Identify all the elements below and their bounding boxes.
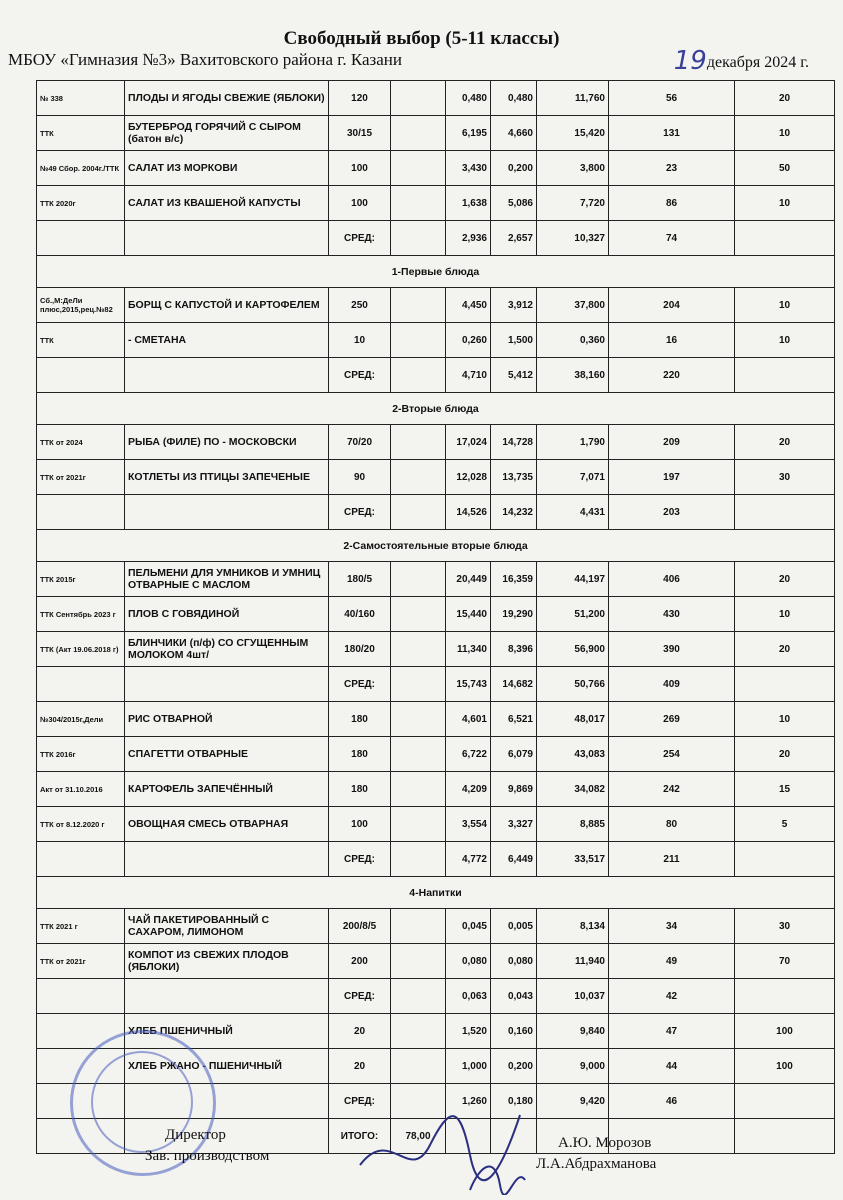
dish-name: КОТЛЕТЫ ИЗ ПТИЦЫ ЗАПЕЧЕНЫЕ: [125, 460, 329, 495]
section-header: [37, 877, 835, 909]
price-cell: 20: [735, 737, 835, 772]
empty-cell: [391, 460, 446, 495]
school-name: МБОУ «Гимназия №3» Вахитовского района г. Казани: [8, 50, 402, 69]
fat-cell: 0,200: [491, 1049, 537, 1084]
menu-item-row: [37, 632, 835, 667]
date-day: 19: [673, 46, 707, 76]
price-cell: 20: [735, 632, 835, 667]
recipe-code: ТТК (Акт 19.06.2018 г): [37, 632, 125, 667]
recipe-code: ТТК от 2021г: [37, 460, 125, 495]
portion-cell: 20: [329, 1049, 391, 1084]
price-cell: 20: [735, 562, 835, 597]
kcal-cell: 242: [609, 772, 735, 807]
empty-cell: [391, 772, 446, 807]
kcal-cell: 47: [609, 1014, 735, 1049]
price-cell: 20: [735, 81, 835, 116]
empty-cell: [37, 221, 125, 256]
portion-cell: 200: [329, 944, 391, 979]
kcal-cell: 390: [609, 632, 735, 667]
protein-cell: 4,601: [446, 702, 491, 737]
fat-cell: 5,086: [491, 186, 537, 221]
empty-cell: [125, 495, 329, 530]
signature-scribble: [350, 1085, 530, 1195]
kcal-cell: 49: [609, 944, 735, 979]
protein-cell: 6,722: [446, 737, 491, 772]
empty-cell: [391, 842, 446, 877]
empty-cell: [391, 597, 446, 632]
protein-cell: 4,772: [446, 842, 491, 877]
protein-cell: 6,195: [446, 116, 491, 151]
page-title: Свободный выбор (5-11 классы): [283, 28, 560, 49]
empty-cell: [125, 358, 329, 393]
empty-cell: [391, 979, 446, 1014]
kcal-cell: 131: [609, 116, 735, 151]
fat-cell: 2,657: [491, 221, 537, 256]
total-value: 78,00: [391, 1119, 446, 1154]
price-cell: 100: [735, 1014, 835, 1049]
kcal-cell: 56: [609, 81, 735, 116]
carb-cell: 44,197: [537, 562, 609, 597]
carb-cell: 7,720: [537, 186, 609, 221]
price-cell: 15: [735, 772, 835, 807]
recipe-code: ТТК: [37, 116, 125, 151]
protein-cell: 0,080: [446, 944, 491, 979]
recipe-code: Сб.,М:ДеЛи плюс,2015,рец.№82: [37, 288, 125, 323]
empty-cell: [735, 221, 835, 256]
empty-cell: [391, 323, 446, 358]
price-cell: 10: [735, 702, 835, 737]
portion-cell: 180: [329, 737, 391, 772]
menu-item-row: [37, 702, 835, 737]
empty-cell: [37, 358, 125, 393]
empty-cell: [735, 842, 835, 877]
carb-cell: 56,900: [537, 632, 609, 667]
menu-table: [36, 80, 835, 1154]
empty-cell: [391, 116, 446, 151]
carb-cell: 8,134: [537, 909, 609, 944]
menu-item-row: [37, 460, 835, 495]
portion-cell: 20: [329, 1014, 391, 1049]
dish-name: СПАГЕТТИ ОТВАРНЫЕ: [125, 737, 329, 772]
price-cell: 100: [735, 1049, 835, 1084]
empty-cell: [735, 358, 835, 393]
fat-cell: 14,682: [491, 667, 537, 702]
fat-cell: 0,080: [491, 944, 537, 979]
carb-cell: 10,327: [537, 221, 609, 256]
protein-cell: 0,480: [446, 81, 491, 116]
average-row: [37, 979, 835, 1014]
carb-cell: 9,420: [537, 1084, 609, 1119]
empty-cell: [125, 221, 329, 256]
section-header: [37, 256, 835, 288]
menu-item-row: [37, 772, 835, 807]
average-label: СРЕД:: [329, 667, 391, 702]
portion-cell: 30/15: [329, 116, 391, 151]
section-label: 2-Самостоятельные вторые блюда: [37, 530, 835, 562]
kcal-cell: 74: [609, 221, 735, 256]
empty-cell: [391, 909, 446, 944]
portion-cell: 180/5: [329, 562, 391, 597]
recipe-code: ТТК: [37, 323, 125, 358]
fat-cell: 0,180: [491, 1084, 537, 1119]
protein-cell: 2,936: [446, 221, 491, 256]
empty-cell: [37, 495, 125, 530]
portion-cell: 200/8/5: [329, 909, 391, 944]
carb-cell: 9,840: [537, 1014, 609, 1049]
dish-name: РИС ОТВАРНОЙ: [125, 702, 329, 737]
recipe-code: ТТК 2015г: [37, 562, 125, 597]
dish-name: БУТЕРБРОД ГОРЯЧИЙ С СЫРОМ (батон в/с): [125, 116, 329, 151]
fat-cell: 3,327: [491, 807, 537, 842]
menu-item-row: [37, 116, 835, 151]
fat-cell: 1,500: [491, 323, 537, 358]
protein-cell: 11,340: [446, 632, 491, 667]
empty-cell: [391, 667, 446, 702]
portion-cell: 180/20: [329, 632, 391, 667]
average-row: [37, 358, 835, 393]
average-row: [37, 495, 835, 530]
menu-item-row: [37, 807, 835, 842]
dish-name: ПЛОДЫ И ЯГОДЫ СВЕЖИЕ (ЯБЛОКИ): [125, 81, 329, 116]
protein-cell: 15,440: [446, 597, 491, 632]
empty-cell: [125, 979, 329, 1014]
kcal-cell: 204: [609, 288, 735, 323]
kcal-cell: 409: [609, 667, 735, 702]
menu-item-row: [37, 323, 835, 358]
empty-cell: [391, 702, 446, 737]
dish-name: САЛАТ ИЗ КВАШЕНОЙ КАПУСТЫ: [125, 186, 329, 221]
section-label: 1-Первые блюда: [37, 256, 835, 288]
menu-date: [674, 44, 809, 74]
empty-cell: [125, 842, 329, 877]
price-cell: 10: [735, 116, 835, 151]
average-label: СРЕД:: [329, 1084, 391, 1119]
recipe-code: ТТК 2016г: [37, 737, 125, 772]
empty-cell: [391, 495, 446, 530]
fat-cell: 19,290: [491, 597, 537, 632]
fat-cell: 6,079: [491, 737, 537, 772]
empty-cell: [125, 667, 329, 702]
total-label: ИТОГО:: [329, 1119, 391, 1154]
kcal-cell: 430: [609, 597, 735, 632]
date-month-year: декабря 2024 г.: [706, 54, 809, 71]
empty-cell: [391, 358, 446, 393]
average-row: [37, 667, 835, 702]
dish-name: РЫБА (ФИЛЕ) ПО - МОСКОВСКИ: [125, 425, 329, 460]
menu-item-row: [37, 944, 835, 979]
carb-cell: 43,083: [537, 737, 609, 772]
protein-cell: 1,638: [446, 186, 491, 221]
empty-cell: [37, 979, 125, 1014]
kcal-cell: 211: [609, 842, 735, 877]
fat-cell: 3,912: [491, 288, 537, 323]
carb-cell: 11,760: [537, 81, 609, 116]
dish-name: ПЛОВ С ГОВЯДИНОЙ: [125, 597, 329, 632]
carb-cell: 1,790: [537, 425, 609, 460]
fat-cell: 9,869: [491, 772, 537, 807]
portion-cell: 90: [329, 460, 391, 495]
empty-cell: [391, 632, 446, 667]
menu-item-row: [37, 562, 835, 597]
empty-cell: [391, 1014, 446, 1049]
portion-cell: 100: [329, 151, 391, 186]
fat-cell: 8,396: [491, 632, 537, 667]
kcal-cell: 197: [609, 460, 735, 495]
portion-cell: 40/160: [329, 597, 391, 632]
kcal-cell: 220: [609, 358, 735, 393]
protein-cell: 3,430: [446, 151, 491, 186]
price-cell: 5: [735, 807, 835, 842]
price-cell: 20: [735, 425, 835, 460]
recipe-code: ТТК 2020г: [37, 186, 125, 221]
protein-cell: 1,520: [446, 1014, 491, 1049]
kcal-cell: 46: [609, 1084, 735, 1119]
section-header: [37, 530, 835, 562]
kcal-cell: 209: [609, 425, 735, 460]
recipe-code: ТТК 2021 г: [37, 909, 125, 944]
kcal-cell: 203: [609, 495, 735, 530]
fat-cell: 14,232: [491, 495, 537, 530]
carb-cell: 37,800: [537, 288, 609, 323]
section-label: 4-Напитки: [37, 877, 835, 909]
portion-cell: 120: [329, 81, 391, 116]
price-cell: 30: [735, 460, 835, 495]
kcal-cell: 16: [609, 323, 735, 358]
portion-cell: 250: [329, 288, 391, 323]
menu-item-row: [37, 597, 835, 632]
protein-cell: 17,024: [446, 425, 491, 460]
recipe-code: № 338: [37, 81, 125, 116]
menu-item-row: [37, 186, 835, 221]
kcal-cell: 406: [609, 562, 735, 597]
recipe-code: Акт от 31.10.2016: [37, 772, 125, 807]
dish-name: ОВОЩНАЯ СМЕСЬ ОТВАРНАЯ: [125, 807, 329, 842]
fat-cell: 0,480: [491, 81, 537, 116]
protein-cell: 12,028: [446, 460, 491, 495]
protein-cell: 1,260: [446, 1084, 491, 1119]
kcal-cell: 44: [609, 1049, 735, 1084]
kcal-cell: 254: [609, 737, 735, 772]
empty-cell: [37, 667, 125, 702]
empty-cell: [391, 944, 446, 979]
fat-cell: 16,359: [491, 562, 537, 597]
carb-cell: 3,800: [537, 151, 609, 186]
empty-cell: [391, 737, 446, 772]
empty-cell: [391, 221, 446, 256]
dish-name: ПЕЛЬМЕНИ ДЛЯ УМНИКОВ И УМНИЦ ОТВАРНЫЕ С МАСЛОМ: [125, 562, 329, 597]
kcal-cell: 42: [609, 979, 735, 1014]
fat-cell: 6,449: [491, 842, 537, 877]
director-name: А.Ю. Морозов: [558, 1135, 652, 1151]
dish-name: БОРЩ С КАПУСТОЙ И КАРТОФЕЛЕМ: [125, 288, 329, 323]
empty-cell: [391, 562, 446, 597]
carb-cell: 8,885: [537, 807, 609, 842]
kcal-cell: 23: [609, 151, 735, 186]
menu-item-row: [37, 737, 835, 772]
kcal-cell: 86: [609, 186, 735, 221]
dish-name: КАРТОФЕЛЬ ЗАПЕЧЁННЫЙ: [125, 772, 329, 807]
empty-cell: [391, 425, 446, 460]
fat-cell: 6,521: [491, 702, 537, 737]
empty-cell: [735, 667, 835, 702]
protein-cell: 3,554: [446, 807, 491, 842]
carb-cell: 38,160: [537, 358, 609, 393]
fat-cell: 0,043: [491, 979, 537, 1014]
empty-cell: [391, 1049, 446, 1084]
empty-cell: [391, 81, 446, 116]
average-label: СРЕД:: [329, 358, 391, 393]
empty-cell: [735, 495, 835, 530]
protein-cell: 4,710: [446, 358, 491, 393]
average-row: [37, 221, 835, 256]
recipe-code: ТТК Сентябрь 2023 г: [37, 597, 125, 632]
empty-cell: [735, 1084, 835, 1119]
menu-item-row: [37, 288, 835, 323]
carb-cell: 50,766: [537, 667, 609, 702]
dish-name: ЧАЙ ПАКЕТИРОВАННЫЙ С САХАРОМ, ЛИМОНОМ: [125, 909, 329, 944]
carb-cell: 34,082: [537, 772, 609, 807]
protein-cell: 0,260: [446, 323, 491, 358]
recipe-code: ТТК от 8.12.2020 г: [37, 807, 125, 842]
empty-cell: [391, 807, 446, 842]
protein-cell: 1,000: [446, 1049, 491, 1084]
price-cell: 10: [735, 597, 835, 632]
director-title: Директор: [165, 1127, 226, 1143]
protein-cell: 4,209: [446, 772, 491, 807]
manager-name: Л.А.Абдрахманова: [536, 1156, 657, 1172]
carb-cell: 33,517: [537, 842, 609, 877]
dish-name: КОМПОТ ИЗ СВЕЖИХ ПЛОДОВ (ЯБЛОКИ): [125, 944, 329, 979]
recipe-code: №49 Сбор. 2004г./ТТК: [37, 151, 125, 186]
empty-cell: [735, 1119, 835, 1154]
portion-cell: 10: [329, 323, 391, 358]
carb-cell: 9,000: [537, 1049, 609, 1084]
carb-cell: 11,940: [537, 944, 609, 979]
carb-cell: 7,071: [537, 460, 609, 495]
price-cell: 30: [735, 909, 835, 944]
average-label: СРЕД:: [329, 495, 391, 530]
manager-title: Зав. производством: [145, 1148, 270, 1164]
recipe-code: №304/2015г,Дели: [37, 702, 125, 737]
protein-cell: 0,063: [446, 979, 491, 1014]
protein-cell: 4,450: [446, 288, 491, 323]
fat-cell: 14,728: [491, 425, 537, 460]
carb-cell: 4,431: [537, 495, 609, 530]
portion-cell: 100: [329, 186, 391, 221]
section-header: [37, 393, 835, 425]
price-cell: 10: [735, 288, 835, 323]
average-label: СРЕД:: [329, 979, 391, 1014]
fat-cell: 13,735: [491, 460, 537, 495]
portion-cell: 180: [329, 772, 391, 807]
dish-name: ХЛЕБ РЖАНО - ПШЕНИЧНЫЙ: [125, 1049, 329, 1084]
empty-cell: [391, 151, 446, 186]
protein-cell: 14,526: [446, 495, 491, 530]
dish-name: - СМЕТАНА: [125, 323, 329, 358]
kcal-cell: 80: [609, 807, 735, 842]
carb-cell: 48,017: [537, 702, 609, 737]
kcal-cell: 269: [609, 702, 735, 737]
menu-item-row: [37, 425, 835, 460]
price-cell: 70: [735, 944, 835, 979]
carb-cell: 0,360: [537, 323, 609, 358]
fat-cell: 0,160: [491, 1014, 537, 1049]
portion-cell: 70/20: [329, 425, 391, 460]
fat-cell: 4,660: [491, 116, 537, 151]
carb-cell: 10,037: [537, 979, 609, 1014]
recipe-code: ТТК от 2024: [37, 425, 125, 460]
section-label: 2-Вторые блюда: [37, 393, 835, 425]
price-cell: 10: [735, 323, 835, 358]
protein-cell: 15,743: [446, 667, 491, 702]
menu-item-row: [37, 151, 835, 186]
fat-cell: 0,200: [491, 151, 537, 186]
empty-cell: [391, 186, 446, 221]
protein-cell: 0,045: [446, 909, 491, 944]
menu-item-row: [37, 909, 835, 944]
carb-cell: 51,200: [537, 597, 609, 632]
dish-name: САЛАТ ИЗ МОРКОВИ: [125, 151, 329, 186]
price-cell: 10: [735, 186, 835, 221]
portion-cell: 100: [329, 807, 391, 842]
average-label: СРЕД:: [329, 221, 391, 256]
carb-cell: 15,420: [537, 116, 609, 151]
empty-cell: [391, 288, 446, 323]
recipe-code: ТТК от 2021г: [37, 944, 125, 979]
empty-cell: [37, 842, 125, 877]
dish-name: ХЛЕБ ПШЕНИЧНЫЙ: [125, 1014, 329, 1049]
kcal-cell: 34: [609, 909, 735, 944]
menu-item-row: [37, 81, 835, 116]
price-cell: 50: [735, 151, 835, 186]
empty-cell: [735, 979, 835, 1014]
dish-name: БЛИНЧИКИ (п/ф) СО СГУЩЕННЫМ МОЛОКОМ 4шт/: [125, 632, 329, 667]
average-label: СРЕД:: [329, 842, 391, 877]
fat-cell: 0,005: [491, 909, 537, 944]
average-row: [37, 842, 835, 877]
portion-cell: 180: [329, 702, 391, 737]
fat-cell: 5,412: [491, 358, 537, 393]
protein-cell: 20,449: [446, 562, 491, 597]
